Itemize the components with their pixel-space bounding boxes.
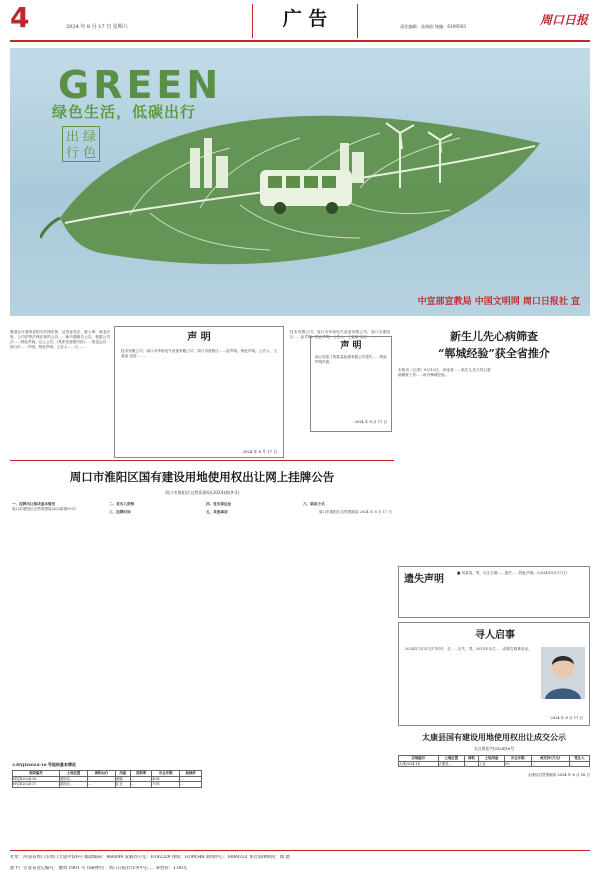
- notice-2-box: [310, 336, 392, 432]
- table-header: 面积(㎡): [88, 771, 116, 777]
- table-cell: …: [88, 782, 116, 788]
- table-cell: 工业: [478, 761, 504, 767]
- notice-2-text: 商丘恒泰工程质量检测有限公司遗失……特此声明作废。: [315, 355, 387, 365]
- taikang-table: [398, 755, 590, 767]
- land-section: 六、联系方式: [303, 502, 325, 506]
- footer-line-2: 准予广告发布登记编号：豫周 1901 号 印刷单位：周口日报社印务中心 … 零售价：1.00元: [10, 866, 188, 871]
- section-title: 广 告: [282, 8, 328, 30]
- land-notice: [10, 462, 394, 836]
- table-row: [13, 782, 202, 788]
- table-header: 受让人: [569, 755, 589, 761]
- green-banner: [10, 48, 590, 316]
- table-cell: 40年: [152, 776, 180, 782]
- lost-notice-box: [398, 566, 590, 618]
- missing-person-text: 2024年7月31日17时许，在……走失，男，2015年出生……请拨打联系电话。: [405, 647, 532, 651]
- seal-char: 色: [83, 146, 97, 161]
- table-header: 用途: [115, 771, 130, 777]
- taikang-signature: 太康县自然资源局 2024 年 8 月 16 日: [527, 773, 590, 778]
- notice-2-signature: 2024 年 8 月 17 日: [354, 420, 387, 425]
- land-notice-body: [12, 502, 392, 760]
- taikang-notice: [398, 732, 590, 836]
- table-header: 宗地编号: [399, 755, 439, 761]
- table-cell: …: [180, 776, 202, 782]
- table-cell: 太康县…: [438, 761, 464, 767]
- table-cell: 太康2024-16: [399, 761, 439, 767]
- land-table: [12, 770, 202, 788]
- lost-notice-title: 遗失声明: [404, 574, 444, 585]
- table-header: 面积: [464, 755, 478, 761]
- footer-line-1: 社址：河南省周口市周口大道中段6号 邮政编码：466099 发稿办公室：6192329 排版：6199548 新闻中心：6069333 本社法律顾问：闻 建: [10, 855, 290, 860]
- masthead: [0, 0, 600, 44]
- table-header: 地块编号: [13, 771, 60, 777]
- table-header: 土地位置: [438, 755, 464, 761]
- taikang-title: 太康县国有建设用地使用权出让成交公示: [422, 732, 566, 742]
- col3-text: 技术有限公司，周口市华扬电气设备有限公司，周口市淮阳区……此声明。特此声明。公告人：王某某 电话：……: [290, 330, 390, 340]
- notice-1-signature: 2024 年 8 月 17 日: [242, 448, 277, 454]
- table-cell: 商服: [115, 776, 130, 782]
- table-cell: …: [130, 782, 152, 788]
- table-cell: …: [180, 782, 202, 788]
- notice-1-text: 技术有限公司，周口市华扬电气设备有限公司，周口市淮阳区……此声明。特此声明。公告人：王某某 电话：……: [121, 348, 277, 358]
- land-section: 一、挂牌出让地块基本情况: [12, 502, 56, 506]
- table-cell: …: [88, 776, 116, 782]
- land-notice-title: 周口市淮阳区国有建设用地使用权出让网上挂牌公告: [69, 470, 335, 484]
- page-number: 4: [10, 1, 30, 34]
- notice-1-title: 声 明: [187, 332, 211, 343]
- table-header: 土地用途: [478, 755, 504, 761]
- table-header: 出让年限: [505, 755, 531, 761]
- banner-slogan: 绿色生活，低碳出行: [52, 103, 197, 121]
- leaf-stem: [40, 218, 60, 238]
- missing-person-title: 寻人启事: [475, 630, 515, 641]
- banner-sponsor: 中宣部宣教局 中国文明网 周口日报社 宣: [417, 296, 580, 307]
- table-header: 起始价: [180, 771, 202, 777]
- land-section: 二、竞买人资格: [109, 502, 135, 506]
- feature-title-2: “郸城经验”获全省推介: [438, 346, 550, 360]
- land-section-text: 周口市淮阳区自然资源局(2024)第(9-3): [12, 507, 76, 512]
- banner-headline: GREEN: [58, 63, 223, 107]
- masthead-rule: [10, 40, 590, 42]
- leaf-illustration: [40, 88, 560, 288]
- table-cell: 70年: [152, 782, 180, 788]
- table-cell: …: [464, 761, 478, 767]
- paper-logo: 周口日报: [540, 13, 589, 27]
- missing-person-box: [398, 622, 590, 726]
- editor-info: 责任编辑：孙海阳 统编：6199503: [400, 24, 467, 29]
- lost-notice-text: ■ 刘某某，男，出生日期……遗失……特此声明。(2024年8月17日): [457, 571, 567, 575]
- table-header: 成交价(万元): [531, 755, 569, 761]
- table-cell: 淮阳区…: [60, 782, 88, 788]
- table-row: [399, 761, 590, 767]
- issue-date: 2024 年 8 月 17 日 星期六: [66, 24, 128, 30]
- feature-text: 本报讯（记者）8月13日，河南省……新生儿先天性心脏病筛查工作……推介郸城经验。: [398, 367, 491, 377]
- missing-person-photo: [541, 647, 585, 699]
- feature-article: [398, 330, 590, 558]
- table-cell: …: [130, 776, 152, 782]
- missing-person-signature: 2024 年 8 月 17 日: [550, 716, 583, 721]
- table-header: 土地位置: [60, 771, 88, 777]
- col1-text: 敬请会计准则及相关法律法规、证券证券法、第七章、商业法规、公司法等法律法规的公告……新中期报告公告。根据公司法……特此声明。以上公告。(具体见登报内容)……报送会议：周口市……声明。特此声明。公告人……日……: [10, 330, 110, 350]
- land-table-caption: 3.HYJD2024-16 号地块基本情况: [12, 762, 76, 767]
- land-notice-rule: [10, 460, 394, 461]
- footer-rule: [10, 850, 590, 851]
- land-section: 五、其他事项: [206, 510, 228, 515]
- seal-char: 出: [66, 130, 80, 145]
- feature-title-1: 新生儿先心病筛查: [450, 330, 538, 343]
- table-header: 容积率: [130, 771, 152, 777]
- table-cell: HYJD2024-17: [13, 782, 60, 788]
- section-box: [252, 4, 358, 38]
- table-cell: …: [569, 761, 589, 767]
- land-notice-issuer: 周口市淮阳区自然资源局(2024)第(9-3): [164, 489, 240, 495]
- table-cell: 住宅: [115, 782, 130, 788]
- table-cell: 50: [505, 761, 531, 767]
- taikang-ref: 太自资挂字[2024]16号: [473, 745, 515, 751]
- notice-1-box: [114, 326, 284, 458]
- land-section: 四、竞买保证金: [206, 502, 232, 506]
- seal-char: 绿: [83, 130, 97, 145]
- notice-2-title: 声 明: [340, 341, 362, 351]
- table-cell: HYJD2024-16: [13, 776, 60, 782]
- land-signature: 周口市淮阳区自然资源局 2024 年 8 月 17 日: [318, 510, 392, 515]
- table-header: 出让年限: [152, 771, 180, 777]
- seal-char: 行: [66, 146, 80, 161]
- table-cell: 淮阳区…: [60, 776, 88, 782]
- land-section: 三、挂牌时间: [109, 510, 131, 515]
- table-cell: …: [531, 761, 569, 767]
